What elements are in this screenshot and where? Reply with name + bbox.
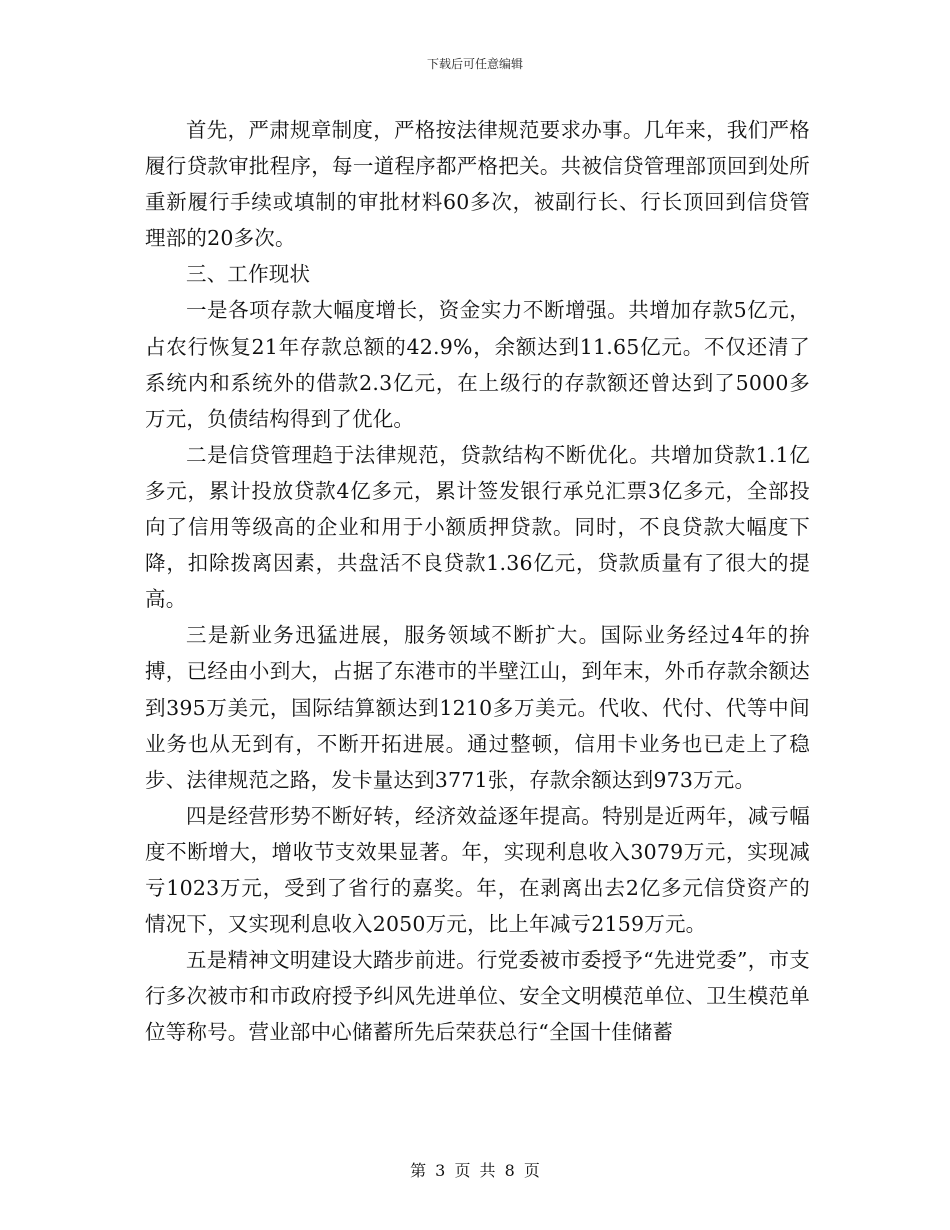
page-number-footer: 第 3 页 共 8 页	[410, 1161, 540, 1180]
paragraph-rules: 首先，严肃规章制度，严格按法律规范要求办事。几年来，我们严格履行贷款审批程序，每一道程序都严格把关。共被信贷管理部顶回到处所重新履行手续或填制的审批材料60多次，被副行长、行长顶回到信贷管理部的20多次。	[145, 118, 810, 251]
paragraph-credit: 二是信贷管理趋于法律规范，贷款结构不断优化。共增加贷款1.1亿多元，累计投放贷款4亿多元，累计签发银行承兑汇票3亿多元，全部投向了信用等级高的企业和用于小额质押贷款。同时，不良贷款大幅度下降，扣除拨离因素，共盘活不良贷款1.36亿元，贷款质量有了很大的提高。	[145, 442, 810, 612]
paragraph-new-business: 三是新业务迅猛进展，服务领域不断扩大。国际业务经过4年的拚搏，已经由小到大，占据了东港市的半壁江山，到年末，外币存款余额达到395万美元，国际结算额达到1210多万美元。代收、代付、代等中间业务也从无到有，不断开拓进展。通过整顿，信用卡业务也已走上了稳步、法律规范之路，发卡量达到3771张，存款余额达到973万元。	[145, 623, 810, 792]
section-heading-status: 三、工作现状	[186, 262, 311, 287]
page-header-note: 下载后可任意编辑	[426, 57, 523, 71]
paragraph-deposits: 一是各项存款大幅度增长，资金实力不断增强。共增加存款5亿元，占农行恢复21年存款总额的42.9%，余额达到11.65亿元。不仅还清了系统内和系统外的借款2.3亿元，在上级行的存款额还曾达到了5000多万元，负债结构得到了优化。	[145, 298, 810, 431]
document-body	[145, 112, 810, 1050]
paragraph-operations: 四是经营形势不断好转，经济效益逐年提高。特别是近两年，减亏幅度不断增大，增收节支效果显著。年，实现利息收入3079万元，实现减亏1023万元，受到了省行的嘉奖。年，在剥离出去2亿多元信贷资产的情况下，又实现利息收入2050万元，比上年减亏2159万元。	[145, 803, 810, 937]
paragraph-civilization: 五是精神文明建设大踏步前进。行党委被市委授予“先进党委”，市支行多次被市和市政府授予纠风先进单位、安全文明模范单位、卫生模范单位等称号。营业部中心储蓄所先后荣获总行“全国十佳储蓄	[145, 948, 810, 1045]
